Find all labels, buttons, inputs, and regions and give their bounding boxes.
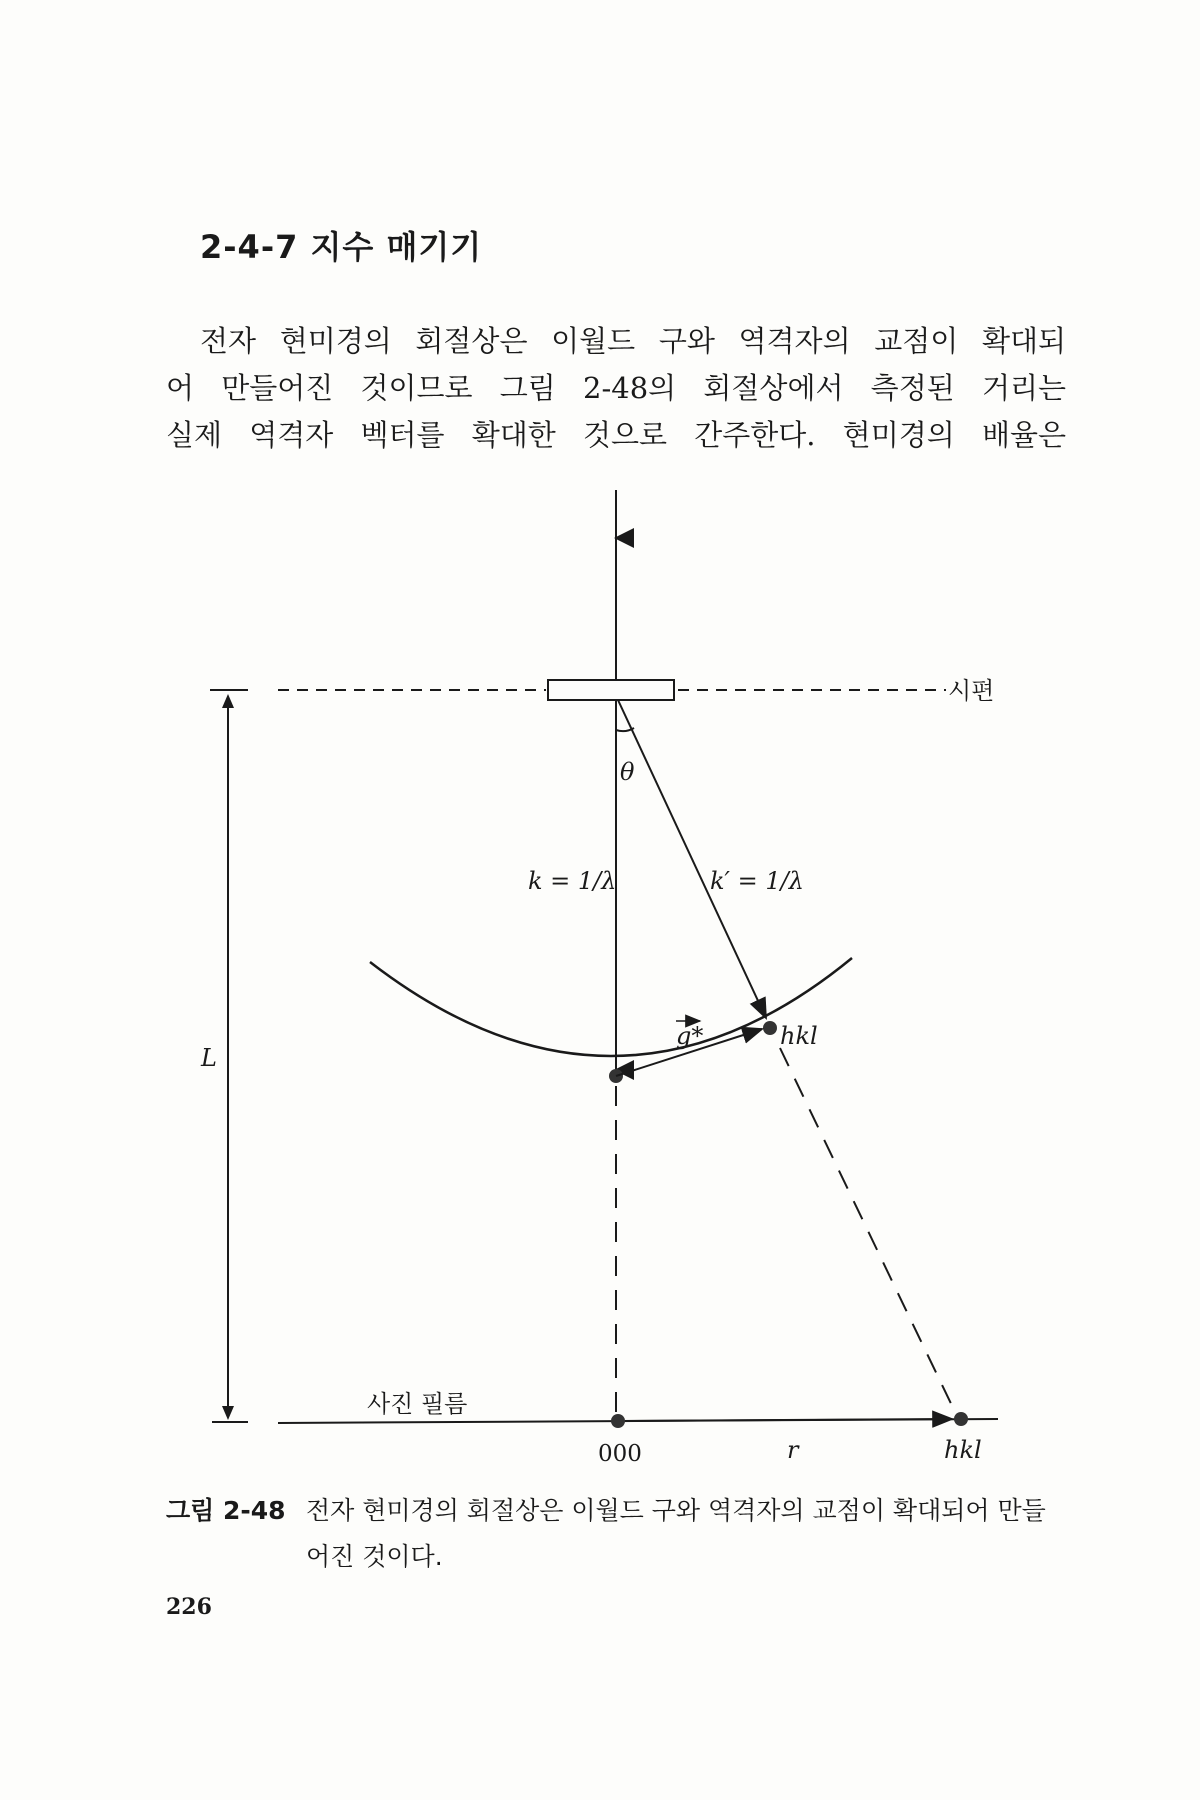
L-arrow-bottom (222, 1406, 234, 1420)
film-spot-hkl (954, 1412, 968, 1426)
r-label: r (787, 1436, 799, 1464)
film-spot-000 (611, 1414, 625, 1428)
body-line-1: 전자 현미경의 회절상은 이월드 구와 역격자의 교점이 확대되 (200, 324, 1066, 358)
projection-hkl (780, 1048, 956, 1414)
specimen-label: 시편 (948, 677, 995, 705)
theta-label: θ (620, 758, 635, 786)
L-label: L (201, 1044, 217, 1072)
hkl-upper-label: hkl (780, 1022, 818, 1050)
caption-label: 그림 2-48 (166, 1496, 286, 1525)
hkl-reciprocal-point (763, 1021, 777, 1035)
r-vector (622, 1419, 952, 1421)
caption-text: 전자 현미경의 회절상은 이월드 구와 역격자의 교점이 확대되어 만들어진 것이다. (306, 1496, 1046, 1571)
L-arrow-top (222, 694, 234, 708)
origin-label: 000 (598, 1441, 642, 1467)
hkl-lower-label: hkl (944, 1436, 982, 1464)
film-label: 사진 필름 (367, 1390, 468, 1418)
k-label: k = 1/λ (528, 867, 617, 895)
body-line-2: 어 만들어진 것이므로 그림 2-48의 회절상에서 측정된 거리는 (166, 371, 1066, 405)
specimen (548, 680, 674, 700)
body-line-3: 실제 역격자 벡터를 확대한 것으로 간주한다. 현미경의 배율은 (166, 418, 1066, 452)
page-number: 226 (166, 1594, 212, 1620)
diffracted-beam (618, 700, 766, 1018)
section-title: 2-4-7 지수 매기기 (200, 228, 483, 266)
k-prime-label: k′ = 1/λ (710, 867, 804, 895)
g-star-label: g* (676, 1022, 704, 1050)
